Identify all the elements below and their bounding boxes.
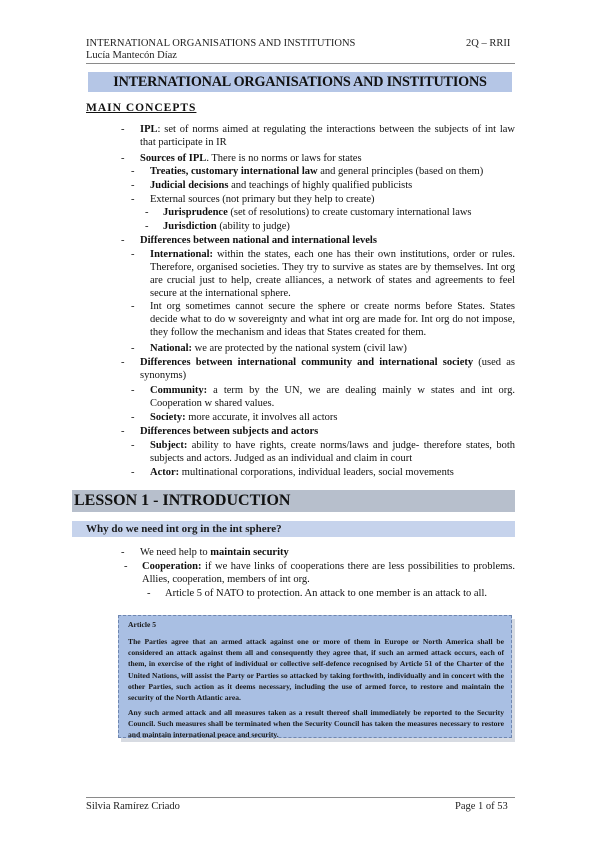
list-item-national [150,342,515,355]
actor-def: multinational corporations, individual leaders, social movements [179,467,454,478]
differences-levels-term: Differences between national and international levels [140,235,377,246]
list-item-judicial [150,179,515,192]
jurisdiction-def: (ability to judge) [216,221,290,232]
list-item-treaties [150,165,515,178]
national-def: we are protected by the national system (civil law) [192,343,407,354]
footer-rule [86,797,515,798]
list-item-differences-levels [140,234,515,247]
differences-community-def: (used as synonyms) [140,357,515,381]
bullet-dash: - [131,301,135,312]
list-item-security [140,546,515,559]
security-bold: maintain security [210,547,289,558]
list-item-community [150,384,515,410]
footer-page: Page 1 of 53 [455,801,508,812]
bullet-dash: - [121,357,125,368]
list-item-actor [150,466,515,479]
bullet-dash: - [131,412,135,423]
security-pre: We need help to [140,547,211,558]
actor-term: Actor: [150,467,180,478]
differences-subjects-term: Differences between subjects and actors [140,426,319,437]
list-item-jurisprudence [163,206,515,219]
header-code: 2Q – RRII [466,38,511,49]
article-box [118,615,512,738]
national-term: National: [150,343,192,354]
bullet-dash: - [131,385,135,396]
ipl-def: : set of norms aimed at regulating the interactions between the subjects of int law that participate in IR [140,124,515,148]
lesson-subtitle: Why do we need int org in the int sphere? [86,523,282,535]
bullet-dash: - [131,180,135,191]
jurisprudence-def: (set of resolutions) to create customary international laws [227,207,472,218]
bullet-dash: - [131,343,135,354]
bullet-dash: - [145,221,149,232]
list-item-intorg-sometimes: Int org sometimes cannot secure the sphere or create norms before States. States decide what to do w sovereignty and what int org are made for. Int org do not impose, they follow the mechanism and ideas that States created for them. [150,301,515,338]
judicial-term: Judicial decisions [150,180,229,191]
differences-community-term: Differences between international community and international society [140,357,474,368]
sources-def: . There is no norms or laws for states [206,153,362,164]
article-paragraph-1: The Parties agree that an armed attack against one or more of them in Europe or North America shall be considered an attack against them all and consequently they agree that, if such an armed attack occurs, each of them, in exercise of the right of individual or collective self-defence recognised by Article 51 of the Charter of the United Nations, will assist the Party or Parties so attacked by taking forthwith, individually and in concert with the other Parties, such action as it deems necessary, including the use of armed force, to restore and maintain the security of the North Atlantic area. [128,637,504,703]
cooperation-def: if we have links of cooperations there are less possibilities to problems. Allies, cooperation, members of int org. [142,561,515,585]
bullet-dash: - [147,588,151,599]
subject-def: ability to have rights, create norms/laws and judge- therefore states, both subjects and actors. Judged as an individual and claim in court [150,440,515,464]
list-item-jurisdiction [163,220,515,233]
bullet-dash: - [121,426,125,437]
community-term: Community: [150,385,208,396]
bullet-dash: - [131,166,135,177]
bullet-dash: - [145,207,149,218]
bullet-dash: - [121,153,125,164]
bullet-dash: - [121,547,125,558]
bullet-dash: - [131,249,135,260]
ipl-term: IPL [140,124,158,135]
article-paragraph-2: Any such armed attack and all measures taken as a result thereof shall immediately be reported to the Security Council. Such measures shall be terminated when the Security Council has taken the measures necessary to restore and maintain international peace and security. [128,708,504,740]
treaties-term: Treaties, customary international law [150,166,318,177]
main-concepts-heading: MAIN CONCEPTS [86,102,197,114]
bullet-dash: - [124,561,128,572]
bullet-dash: - [121,235,125,246]
bullet-dash: - [131,467,135,478]
list-item-society [150,411,515,424]
jurisprudence-term: Jurisprudence [163,207,228,218]
international-term: International: [150,249,213,260]
bullet-dash: - [121,124,125,135]
list-item-external: External sources (not primary but they help to create) [150,194,375,205]
subject-term: Subject: [150,440,188,451]
judicial-def: and teachings of highly qualified publicists [228,180,413,191]
footer-name: Silvia Ramírez Criado [86,801,180,812]
bullet-dash: - [131,194,135,205]
community-def: a term by the UN, we are dealing mainly w states and int org. Cooperation w shared values. [150,385,515,409]
header-rule [86,63,515,64]
list-item-differences-community [140,356,515,382]
header-author: Lucía Mantecón Díaz [86,50,177,61]
header-course: INTERNATIONAL ORGANISATIONS AND INSTITUTIONS [86,38,356,49]
society-def: more accurate, it involves all actors [185,412,338,423]
document-title: INTERNATIONAL ORGANISATIONS AND INSTITUTIONS [113,74,487,90]
list-item-sources [140,152,515,165]
article-title: Article 5 [128,620,157,629]
list-item-international [150,248,515,300]
international-def: within the states, each one has their own institutions, order or rules. Therefore, organised societies. They try to survive as states are by themselves. Int org are crucial just to help, create alliances, a network of states and agreements to feel secure at the international sphere. [150,249,515,299]
list-item-differences-subjects [140,425,515,438]
list-item-subject [150,439,515,465]
lesson-title: LESSON 1 - INTRODUCTION [74,492,291,509]
society-term: Society: [150,412,186,423]
list-item-cooperation [142,560,515,586]
sources-term: Sources of IPL [140,153,207,164]
jurisdiction-term: Jurisdiction [163,221,217,232]
bullet-dash: - [131,440,135,451]
treaties-def: and general principles (based on them) [317,166,484,177]
cooperation-term: Cooperation: [142,561,202,572]
list-item-ipl [140,123,515,149]
list-item-nato: Article 5 of NATO to protection. An attack to one member is an attack to all. [165,588,488,599]
